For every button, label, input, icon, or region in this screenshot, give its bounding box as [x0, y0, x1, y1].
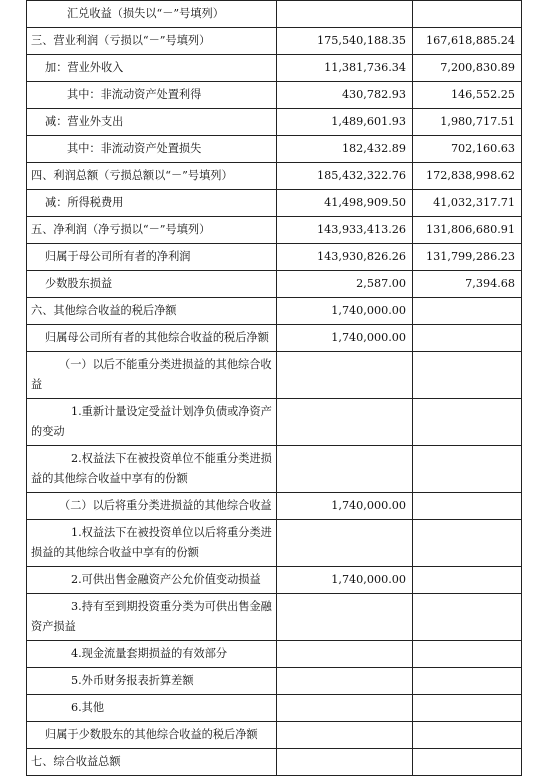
current-period-value: 2,587.00: [277, 271, 413, 298]
row-label: 汇兑收益（损失以“－”号填列）: [27, 1, 277, 28]
prior-period-value: 131,799,286.23: [413, 244, 522, 271]
table-row: [27, 446, 522, 493]
table-row: [27, 136, 522, 163]
prior-period-value: [413, 493, 522, 520]
prior-period-value: 172,838,998.62: [413, 163, 522, 190]
table-row: [27, 641, 522, 668]
row-label: 6.其他: [27, 695, 277, 722]
row-label: 六、其他综合收益的税后净额: [27, 298, 277, 325]
current-period-value: [277, 1, 413, 28]
prior-period-value: [413, 641, 522, 668]
row-label: 3.持有至到期投资重分类为可供出售金融资产损益: [27, 594, 277, 641]
prior-period-value: [413, 594, 522, 641]
table-row: [27, 298, 522, 325]
row-label: 加：营业外收入: [27, 55, 277, 82]
row-label: 归属于少数股东的其他综合收益的税后净额: [27, 722, 277, 749]
current-period-value: [277, 722, 413, 749]
current-period-value: 11,381,736.34: [277, 55, 413, 82]
table-row: [27, 28, 522, 55]
table-row: [27, 55, 522, 82]
current-period-value: [277, 641, 413, 668]
current-period-value: [277, 695, 413, 722]
current-period-value: 1,489,601.93: [277, 109, 413, 136]
row-label: 减：所得税费用: [27, 190, 277, 217]
table-row: [27, 520, 522, 567]
table-row: [27, 352, 522, 399]
table-row: [27, 722, 522, 749]
prior-period-value: [413, 352, 522, 399]
table-row: [27, 217, 522, 244]
row-label: 1.重新计量设定受益计划净负债或净资产的变动: [27, 399, 277, 446]
prior-period-value: 167,618,885.24: [413, 28, 522, 55]
prior-period-value: [413, 695, 522, 722]
row-label: （二）以后将重分类进损益的其他综合收益: [27, 493, 277, 520]
row-label: 2.可供出售金融资产公允价值变动损益: [27, 567, 277, 594]
prior-period-value: [413, 668, 522, 695]
current-period-value: [277, 352, 413, 399]
row-label: 2.权益法下在被投资单位不能重分类进损益的其他综合收益中享有的份额: [27, 446, 277, 493]
current-period-value: 430,782.93: [277, 82, 413, 109]
prior-period-value: [413, 1, 522, 28]
table-row: [27, 594, 522, 641]
table-row: [27, 567, 522, 594]
prior-period-value: [413, 446, 522, 493]
current-period-value: [277, 520, 413, 567]
prior-period-value: [413, 749, 522, 776]
prior-period-value: 1,980,717.51: [413, 109, 522, 136]
table-row: [27, 668, 522, 695]
prior-period-value: [413, 520, 522, 567]
row-label: 5.外币财务报表折算差额: [27, 668, 277, 695]
current-period-value: [277, 399, 413, 446]
prior-period-value: [413, 722, 522, 749]
current-period-value: [277, 594, 413, 641]
table-row: [27, 82, 522, 109]
prior-period-value: [413, 298, 522, 325]
current-period-value: 1,740,000.00: [277, 325, 413, 352]
row-label: 其中：非流动资产处置损失: [27, 136, 277, 163]
current-period-value: [277, 446, 413, 493]
prior-period-value: 7,394.68: [413, 271, 522, 298]
table-row: [27, 1, 522, 28]
prior-period-value: [413, 325, 522, 352]
current-period-value: 143,933,413.26: [277, 217, 413, 244]
current-period-value: [277, 668, 413, 695]
row-label: 七、综合收益总额: [27, 749, 277, 776]
current-period-value: 143,930,826.26: [277, 244, 413, 271]
row-label: 减：营业外支出: [27, 109, 277, 136]
current-period-value: 1,740,000.00: [277, 493, 413, 520]
row-label: 五、净利润（净亏损以“－”号填列）: [27, 217, 277, 244]
row-label: 三、营业利润（亏损以“－”号填列）: [27, 28, 277, 55]
row-label: 归属于母公司所有者的净利润: [27, 244, 277, 271]
table-row: [27, 695, 522, 722]
table-row: [27, 190, 522, 217]
table-row: [27, 493, 522, 520]
current-period-value: 1,740,000.00: [277, 567, 413, 594]
current-period-value: [277, 749, 413, 776]
table-row: [27, 244, 522, 271]
prior-period-value: [413, 567, 522, 594]
row-label: 4.现金流量套期损益的有效部分: [27, 641, 277, 668]
table-row: [27, 271, 522, 298]
row-label: （一）以后不能重分类进损益的其他综合收益: [27, 352, 277, 399]
current-period-value: 185,432,322.76: [277, 163, 413, 190]
table-row: [27, 749, 522, 776]
prior-period-value: 702,160.63: [413, 136, 522, 163]
income-statement-body: [27, 1, 522, 776]
row-label: 四、利润总额（亏损总额以“－”号填列）: [27, 163, 277, 190]
row-label: 其中：非流动资产处置利得: [27, 82, 277, 109]
current-period-value: 182,432.89: [277, 136, 413, 163]
prior-period-value: 7,200,830.89: [413, 55, 522, 82]
prior-period-value: [413, 399, 522, 446]
current-period-value: 175,540,188.35: [277, 28, 413, 55]
table-row: [27, 399, 522, 446]
income-statement-table: [26, 0, 522, 776]
prior-period-value: 146,552.25: [413, 82, 522, 109]
prior-period-value: 131,806,680.91: [413, 217, 522, 244]
table-row: [27, 109, 522, 136]
row-label: 1.权益法下在被投资单位以后将重分类进损益的其他综合收益中享有的份额: [27, 520, 277, 567]
current-period-value: 1,740,000.00: [277, 298, 413, 325]
table-row: [27, 325, 522, 352]
prior-period-value: 41,032,317.71: [413, 190, 522, 217]
row-label: 少数股东损益: [27, 271, 277, 298]
row-label: 归属母公司所有者的其他综合收益的税后净额: [27, 325, 277, 352]
table-row: [27, 163, 522, 190]
current-period-value: 41,498,909.50: [277, 190, 413, 217]
